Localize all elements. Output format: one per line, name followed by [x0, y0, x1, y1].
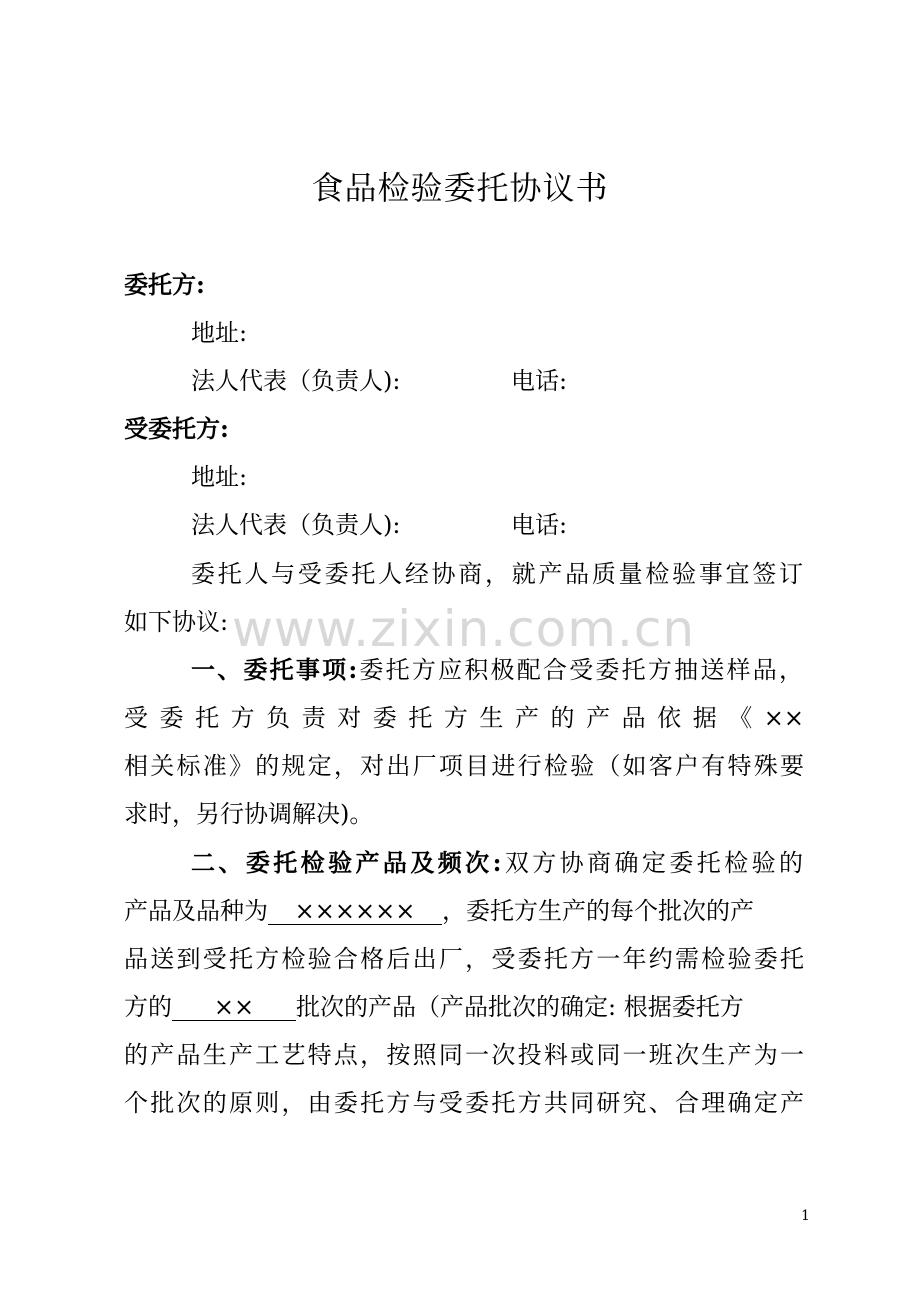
intro-line-1: 委托人与受委托人经协商，就产品质量检验事宜签订 — [191, 560, 803, 588]
intro-line-2: 如下协议: — [124, 608, 229, 636]
section-1-line-2: 受委托方负责对委托方生产的产品依据《×× — [124, 704, 804, 732]
section-1-line-1 — [191, 655, 803, 685]
section-2-line-3: 品送到受托方检验合格后出厂，受委托方一年约需检验委托 — [124, 945, 804, 973]
section-2-line-4-prefix: 方的 — [124, 993, 172, 1021]
client-representative: 法人代表（负责人): — [191, 367, 401, 395]
section-2-heading: 二、委托检验产品及频次: — [191, 848, 502, 877]
section-2-line-1-text: 双方协商确定委托检验的 — [501, 849, 804, 877]
section-1-line-1-text: 委托方应积极配合受委托方抽送样品， — [357, 656, 804, 684]
contractor-phone: 电话: — [511, 511, 568, 539]
contractor-address: 地址: — [191, 463, 248, 491]
contractor-representative: 法人代表（负责人): — [191, 511, 401, 539]
document-title: 食品检验委托协议书 — [311, 169, 609, 207]
section-1-heading: 一、委托事项: — [191, 655, 358, 684]
client-address: 地址: — [191, 319, 248, 347]
section-2-line-2 — [124, 896, 804, 926]
section-2-line-5: 的产品生产工艺特点，按照同一次投料或同一班次生产为一 — [124, 1041, 804, 1069]
section-2-line-2-suffix: ，委托方生产的每个批次的产 — [442, 897, 754, 925]
section-1-line-3: 相关标准》的规定，对出厂项目进行检验（如客户有特殊要 — [124, 752, 804, 780]
client-phone: 电话: — [511, 367, 568, 395]
batch-count-blank: ×× — [172, 994, 296, 1021]
contractor-label: 受委托方: — [124, 414, 229, 443]
watermark: www.zixin.com.cn — [232, 600, 696, 658]
section-2-line-1 — [191, 848, 803, 878]
page-number: 1 — [801, 1208, 810, 1224]
section-2-line-2-prefix: 产品及品种为 — [124, 897, 268, 925]
section-1-line-4: 求时，另行协调解决)。 — [124, 800, 374, 828]
section-2-line-4-suffix: 批次的产品（产品批次的确定: 根据委托方 — [296, 993, 744, 1021]
section-2-line-4 — [124, 992, 804, 1022]
section-2-line-6: 个批次的原则，由委托方与受委托方共同研究、合理确定产 — [124, 1089, 804, 1117]
product-variety-blank: ×××××× — [268, 898, 442, 925]
client-label: 委托方: — [124, 270, 205, 299]
